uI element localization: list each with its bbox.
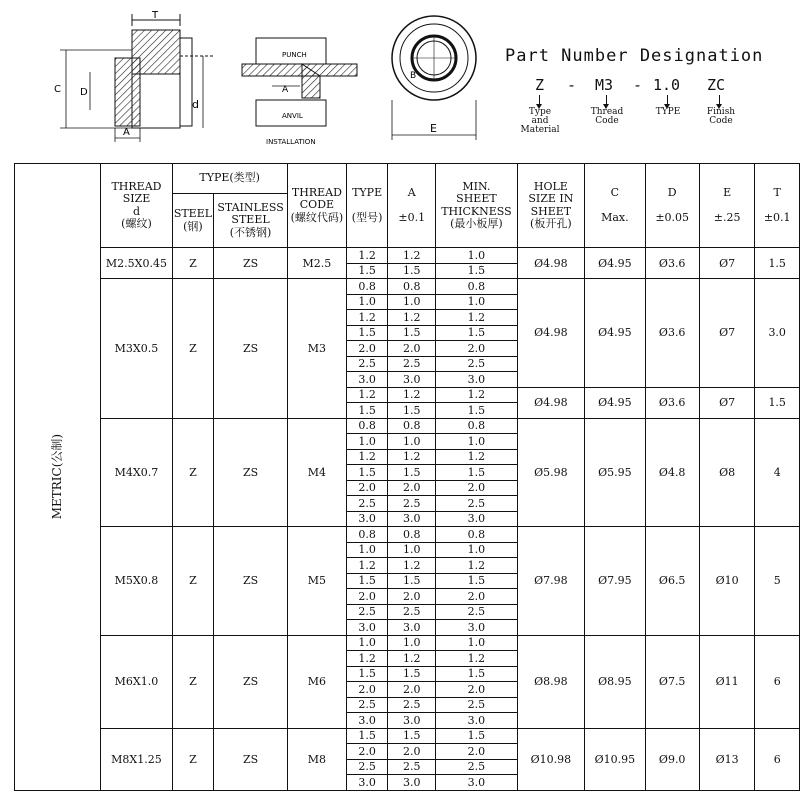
- min-sheet-cell: 1.5: [436, 573, 517, 589]
- min-sheet-cell: 2.0: [436, 589, 517, 605]
- table-row: [15, 635, 800, 651]
- stainless-cell: ZS: [214, 418, 287, 527]
- header-thread-code: THREAD CODE (螺纹代码): [287, 164, 346, 248]
- min-sheet-cell: 1.5: [436, 403, 517, 419]
- type-cell: 1.5: [347, 465, 388, 481]
- a-cell: 2.0: [388, 341, 436, 357]
- table-row: [15, 418, 800, 434]
- installation-caption: INSTALLATION: [266, 138, 316, 146]
- header-type: TYPE (型号): [347, 164, 388, 248]
- hole-size-cell: Ø8.98: [517, 635, 585, 728]
- e-cell: Ø7: [699, 279, 755, 388]
- min-sheet-cell: 1.2: [436, 449, 517, 465]
- table-row: [15, 279, 800, 295]
- thread-code-cell: M8: [287, 728, 346, 790]
- a-cell: 3.0: [388, 620, 436, 636]
- min-sheet-cell: 1.5: [436, 325, 517, 341]
- a-cell: 2.5: [388, 356, 436, 372]
- min-sheet-cell: 1.2: [436, 310, 517, 326]
- t-cell: 6: [755, 635, 800, 728]
- min-sheet-cell: 0.8: [436, 279, 517, 295]
- min-sheet-cell: 3.0: [436, 713, 517, 729]
- caption-type-material: Type and Material: [520, 107, 560, 135]
- type-cell: 2.5: [347, 356, 388, 372]
- steel-cell: Z: [172, 527, 214, 636]
- hole-size-cell: Ø7.98: [517, 527, 585, 636]
- metric-side-text: METRIC(公制): [50, 434, 65, 520]
- d-cell: Ø6.5: [645, 527, 699, 636]
- header-a: A ±0.1: [388, 164, 436, 248]
- hole-size-cell: Ø4.98: [517, 387, 585, 418]
- steel-cell: Z: [172, 728, 214, 790]
- steel-cell: Z: [172, 635, 214, 728]
- type-cell: 1.0: [347, 294, 388, 310]
- d-cell: Ø7.5: [645, 635, 699, 728]
- part-number-title: Part Number Designation: [505, 46, 764, 66]
- min-sheet-cell: 1.0: [436, 248, 517, 264]
- code-dash-2: -: [633, 76, 643, 94]
- type-cell: 2.0: [347, 744, 388, 760]
- type-cell: 2.5: [347, 697, 388, 713]
- min-sheet-cell: 1.5: [436, 666, 517, 682]
- arrow-m3-icon: [606, 95, 607, 107]
- a-cell: 1.5: [388, 403, 436, 419]
- a-cell: 1.0: [388, 635, 436, 651]
- min-sheet-cell: 2.0: [436, 341, 517, 357]
- thread-code-cell: M4: [287, 418, 346, 527]
- label-d-small: d: [192, 98, 199, 111]
- code-zc: ZC: [707, 76, 726, 94]
- d-cell: Ø9.0: [645, 728, 699, 790]
- label-a-install: A: [282, 85, 289, 95]
- code-z: Z: [535, 76, 545, 94]
- min-sheet-cell: 1.5: [436, 465, 517, 481]
- d-cell: Ø3.6: [645, 248, 699, 279]
- a-cell: 3.0: [388, 713, 436, 729]
- type-cell: 1.0: [347, 542, 388, 558]
- header-t: T ±0.1: [755, 164, 800, 248]
- header-e: E ±.25: [699, 164, 755, 248]
- type-cell: 1.0: [347, 635, 388, 651]
- a-cell: 1.5: [388, 465, 436, 481]
- min-sheet-cell: 2.5: [436, 356, 517, 372]
- type-cell: 0.8: [347, 527, 388, 543]
- label-d: D: [80, 87, 88, 98]
- caption-type: TYPE: [655, 107, 681, 117]
- metric-side-label: [15, 164, 101, 791]
- min-sheet-cell: 1.0: [436, 294, 517, 310]
- table-row: [15, 527, 800, 543]
- min-sheet-cell: 2.0: [436, 480, 517, 496]
- installation-drawing: [232, 0, 362, 150]
- a-cell: 1.2: [388, 449, 436, 465]
- steel-cell: Z: [172, 248, 214, 279]
- a-cell: 2.0: [388, 744, 436, 760]
- type-cell: 1.5: [347, 263, 388, 279]
- a-cell: 0.8: [388, 279, 436, 295]
- min-sheet-cell: 3.0: [436, 372, 517, 388]
- label-t: T: [152, 10, 159, 21]
- t-cell: 6: [755, 728, 800, 790]
- d-cell: Ø3.6: [645, 279, 699, 388]
- c-cell: Ø4.95: [585, 387, 645, 418]
- min-sheet-cell: 2.5: [436, 496, 517, 512]
- c-cell: Ø4.95: [585, 279, 645, 388]
- header-steel: STEEL (钢): [172, 194, 214, 248]
- type-cell: 1.5: [347, 573, 388, 589]
- code-dash-1: -: [567, 76, 577, 94]
- c-cell: Ø5.95: [585, 418, 645, 527]
- a-cell: 1.5: [388, 325, 436, 341]
- min-sheet-cell: 3.0: [436, 511, 517, 527]
- thread-size-cell: M2.5X0.45: [101, 248, 172, 279]
- type-cell: 1.2: [347, 449, 388, 465]
- e-cell: Ø8: [699, 418, 755, 527]
- caption-thread-code: Thread Code: [590, 107, 624, 126]
- t-cell: 1.5: [755, 387, 800, 418]
- hole-size-cell: Ø10.98: [517, 728, 585, 790]
- type-cell: 3.0: [347, 372, 388, 388]
- type-cell: 1.5: [347, 728, 388, 744]
- a-cell: 0.8: [388, 418, 436, 434]
- arrow-zc-icon: [719, 95, 720, 107]
- thread-code-cell: M5: [287, 527, 346, 636]
- min-sheet-cell: 1.0: [436, 434, 517, 450]
- min-sheet-cell: 1.0: [436, 542, 517, 558]
- t-cell: 1.5: [755, 248, 800, 279]
- header-thread-size: THREAD SIZE d (螺纹): [101, 164, 172, 248]
- type-cell: 1.2: [347, 651, 388, 667]
- min-sheet-cell: 2.0: [436, 682, 517, 698]
- thread-size-cell: M8X1.25: [101, 728, 172, 790]
- min-sheet-cell: 1.5: [436, 728, 517, 744]
- type-cell: 1.5: [347, 325, 388, 341]
- min-sheet-cell: 2.5: [436, 759, 517, 775]
- stainless-cell: ZS: [214, 527, 287, 636]
- a-cell: 2.5: [388, 496, 436, 512]
- a-cell: 3.0: [388, 775, 436, 791]
- type-cell: 3.0: [347, 713, 388, 729]
- type-cell: 1.2: [347, 310, 388, 326]
- thread-code-cell: M3: [287, 279, 346, 419]
- thread-code-cell: M2.5: [287, 248, 346, 279]
- steel-cell: Z: [172, 279, 214, 419]
- type-cell: 0.8: [347, 418, 388, 434]
- code-type: 1.0: [653, 76, 681, 94]
- min-sheet-cell: 0.8: [436, 418, 517, 434]
- e-cell: Ø10: [699, 527, 755, 636]
- a-cell: 1.2: [388, 651, 436, 667]
- thread-size-cell: M5X0.8: [101, 527, 172, 636]
- t-cell: 5: [755, 527, 800, 636]
- c-cell: Ø7.95: [585, 527, 645, 636]
- type-cell: 2.0: [347, 589, 388, 605]
- table-row: [15, 248, 800, 264]
- stainless-cell: ZS: [214, 279, 287, 419]
- c-cell: Ø4.95: [585, 248, 645, 279]
- c-cell: Ø8.95: [585, 635, 645, 728]
- part-number-designation: [505, 46, 765, 135]
- a-cell: 1.0: [388, 434, 436, 450]
- min-sheet-cell: 2.0: [436, 744, 517, 760]
- thread-size-cell: M6X1.0: [101, 635, 172, 728]
- stainless-cell: ZS: [214, 728, 287, 790]
- thread-size-cell: M4X0.7: [101, 418, 172, 527]
- min-sheet-cell: 2.5: [436, 604, 517, 620]
- min-sheet-cell: 3.0: [436, 620, 517, 636]
- type-cell: 2.0: [347, 480, 388, 496]
- hole-size-cell: Ø5.98: [517, 418, 585, 527]
- a-cell: 2.5: [388, 604, 436, 620]
- table-row: [15, 728, 800, 744]
- min-sheet-cell: 1.0: [436, 635, 517, 651]
- top-view-drawing: [382, 0, 492, 150]
- a-cell: 2.0: [388, 682, 436, 698]
- label-b: B: [410, 71, 417, 81]
- a-cell: 2.0: [388, 480, 436, 496]
- label-punch: PUNCH: [282, 51, 307, 59]
- metric-spec-table: [14, 163, 800, 791]
- a-cell: 1.2: [388, 558, 436, 574]
- thread-size-cell: M3X0.5: [101, 279, 172, 419]
- type-cell: 3.0: [347, 620, 388, 636]
- e-cell: Ø13: [699, 728, 755, 790]
- header-stainless: STAINLESS STEEL (不锈钢): [214, 194, 287, 248]
- min-sheet-cell: 2.5: [436, 697, 517, 713]
- arrow-z-icon: [539, 95, 540, 107]
- type-cell: 2.0: [347, 341, 388, 357]
- min-sheet-cell: 1.2: [436, 651, 517, 667]
- min-sheet-cell: 1.5: [436, 263, 517, 279]
- thread-code-cell: M6: [287, 635, 346, 728]
- type-cell: 1.5: [347, 666, 388, 682]
- a-cell: 0.8: [388, 527, 436, 543]
- steel-cell: Z: [172, 418, 214, 527]
- e-cell: Ø11: [699, 635, 755, 728]
- min-sheet-cell: 1.2: [436, 558, 517, 574]
- a-cell: 1.5: [388, 263, 436, 279]
- d-cell: Ø4.8: [645, 418, 699, 527]
- min-sheet-cell: 3.0: [436, 775, 517, 791]
- a-cell: 2.5: [388, 697, 436, 713]
- a-cell: 1.5: [388, 728, 436, 744]
- type-cell: 1.2: [347, 387, 388, 403]
- a-cell: 1.0: [388, 542, 436, 558]
- code-m3: M3: [595, 76, 614, 94]
- a-cell: 1.2: [388, 310, 436, 326]
- header-type-group: TYPE(类型): [172, 164, 287, 194]
- type-cell: 1.0: [347, 434, 388, 450]
- type-cell: 2.5: [347, 604, 388, 620]
- e-cell: Ø7: [699, 248, 755, 279]
- a-cell: 3.0: [388, 511, 436, 527]
- c-cell: Ø10.95: [585, 728, 645, 790]
- a-cell: 1.0: [388, 294, 436, 310]
- type-cell: 3.0: [347, 511, 388, 527]
- label-e: E: [430, 122, 437, 135]
- header-d: D ±0.05: [645, 164, 699, 248]
- type-cell: 2.5: [347, 496, 388, 512]
- label-c: C: [54, 84, 61, 95]
- arrow-type-icon: [667, 95, 668, 107]
- a-cell: 2.5: [388, 759, 436, 775]
- stainless-cell: ZS: [214, 248, 287, 279]
- type-cell: 1.5: [347, 403, 388, 419]
- label-anvil: ANVIL: [282, 112, 303, 120]
- min-sheet-cell: 1.2: [436, 387, 517, 403]
- t-cell: 3.0: [755, 279, 800, 388]
- type-cell: 3.0: [347, 775, 388, 791]
- type-cell: 2.0: [347, 682, 388, 698]
- type-cell: 2.5: [347, 759, 388, 775]
- a-cell: 1.2: [388, 248, 436, 264]
- e-cell: Ø7: [699, 387, 755, 418]
- hole-size-cell: Ø4.98: [517, 248, 585, 279]
- type-cell: 1.2: [347, 248, 388, 264]
- a-cell: 1.5: [388, 573, 436, 589]
- header-hole-size: HOLE SIZE IN SHEET (板开孔): [517, 164, 585, 248]
- d-cell: Ø3.6: [645, 387, 699, 418]
- min-sheet-cell: 0.8: [436, 527, 517, 543]
- label-a: A: [123, 127, 130, 138]
- type-cell: 1.2: [347, 558, 388, 574]
- a-cell: 2.0: [388, 589, 436, 605]
- stainless-cell: ZS: [214, 635, 287, 728]
- caption-finish-code: Finish Code: [706, 107, 736, 126]
- t-cell: 4: [755, 418, 800, 527]
- a-cell: 1.5: [388, 666, 436, 682]
- a-cell: 3.0: [388, 372, 436, 388]
- a-cell: 1.2: [388, 387, 436, 403]
- header-c: C Max.: [585, 164, 645, 248]
- type-cell: 0.8: [347, 279, 388, 295]
- hole-size-cell: Ø4.98: [517, 279, 585, 388]
- header-min-sheet: MIN. SHEET THICKNESS (最小板厚): [436, 164, 517, 248]
